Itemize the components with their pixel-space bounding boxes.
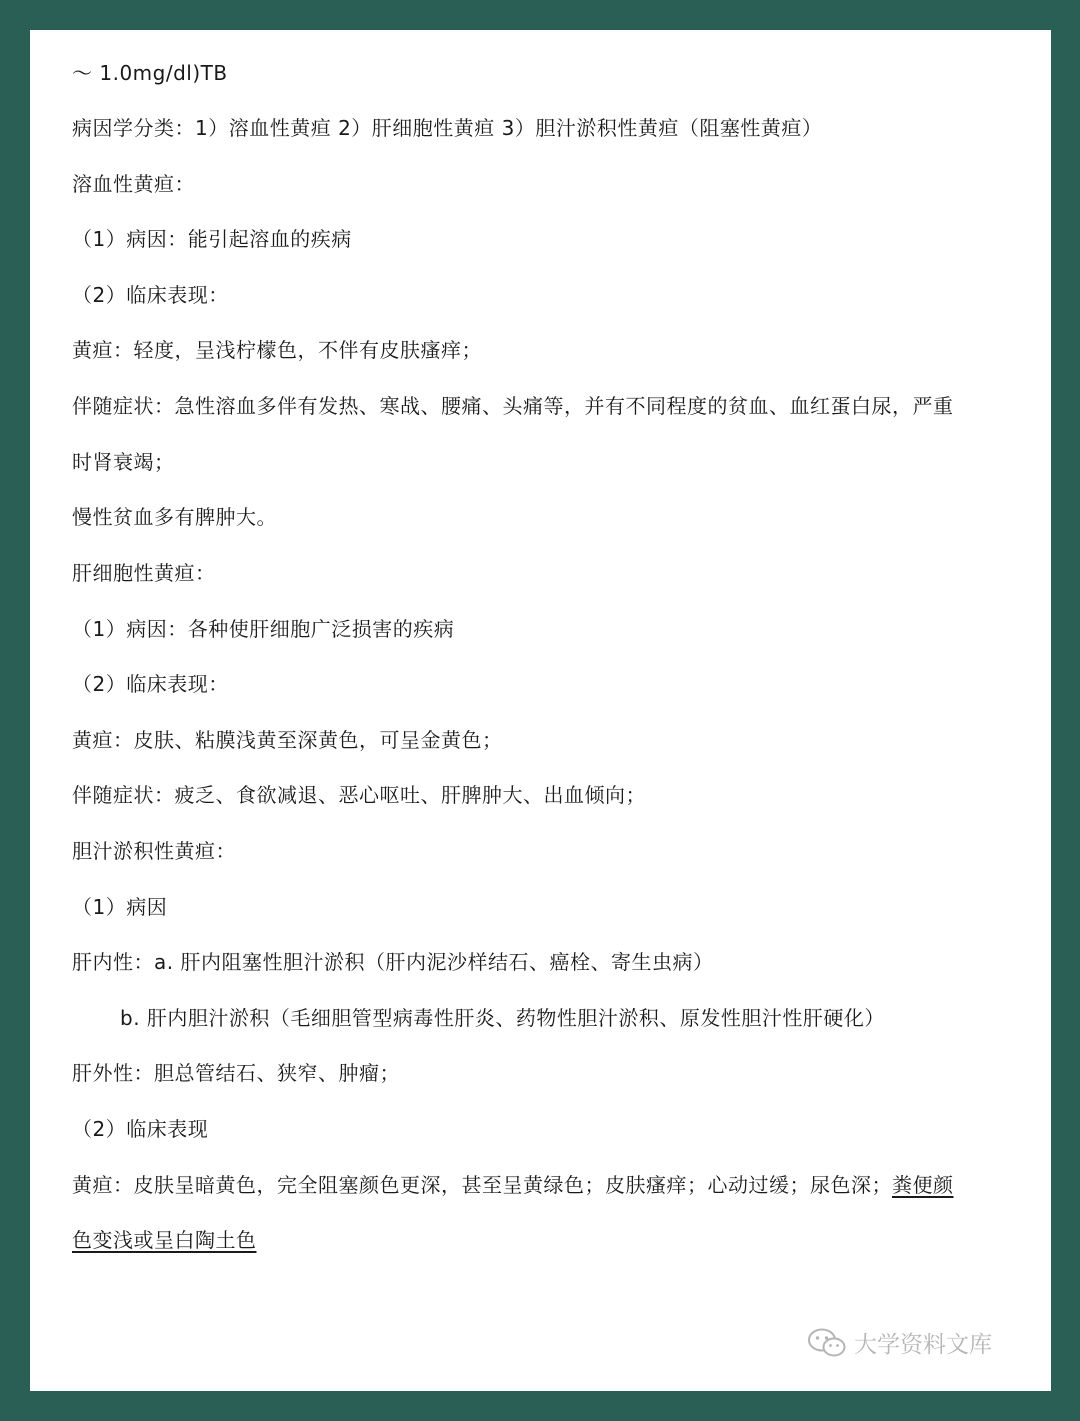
text-line: 肝外性：胆总管结石、狭窄、肿瘤；: [72, 1061, 400, 1085]
wechat-icon: [806, 1327, 848, 1359]
text-line: （2）临床表现：: [72, 672, 229, 696]
text-line: 慢性贫血多有脾肿大。: [72, 505, 277, 529]
section-heading: 胆汁淤积性黄疸：: [72, 839, 236, 863]
text-line: 时肾衰竭；: [72, 450, 175, 474]
section-heading: 肝细胞性黄疸：: [72, 561, 216, 585]
text-line: 伴随症状：急性溶血多伴有发热、寒战、腰痛、头痛等，并有不同程度的贫血、血红蛋白尿，严重: [72, 394, 954, 418]
text-line: [72, 1173, 954, 1197]
text-segment: 黄疸：皮肤呈暗黄色，完全阻塞颜色更深，甚至呈黄绿色；皮肤瘙痒；心动过缓；尿色深；: [72, 1173, 892, 1197]
watermark-text: 大学资料文库: [854, 1332, 992, 1358]
document-page: [30, 30, 1051, 1391]
text-line: ～ 1.0mg/dl)TB: [72, 61, 228, 85]
underlined-text: 粪便颜: [892, 1173, 954, 1197]
text-line: 病因学分类：1）溶血性黄疸 2）肝细胞性黄疸 3）胆汁淤积性黄疸（阻塞性黄疸）: [72, 116, 823, 140]
underlined-text: 色变浅或呈白陶土色: [72, 1228, 257, 1252]
watermark: [806, 1326, 992, 1359]
text-line: 伴随症状：疲乏、食欲减退、恶心呕吐、肝脾肿大、出血倾向；: [72, 783, 646, 807]
text-line: （1）病因：各种使肝细胞广泛损害的疾病: [72, 617, 455, 641]
text-line: （2）临床表现: [72, 1117, 209, 1141]
text-line: 黄疸：皮肤、粘膜浅黄至深黄色，可呈金黄色；: [72, 728, 503, 752]
section-heading: 溶血性黄疸：: [72, 172, 195, 196]
text-line: b. 肝内胆汁淤积（毛细胆管型病毒性肝炎、药物性胆汁淤积、原发性胆汁性肝硬化）: [120, 1006, 885, 1030]
text-line: （1）病因：能引起溶血的疾病: [72, 227, 352, 251]
text-line: 黄疸：轻度，呈浅柠檬色，不伴有皮肤瘙痒；: [72, 338, 482, 362]
text-line: （1）病因: [72, 895, 168, 919]
text-line: 肝内性：a. 肝内阻塞性胆汁淤积（肝内泥沙样结石、癌栓、寄生虫病）: [72, 950, 714, 974]
text-line: （2）临床表现：: [72, 283, 229, 307]
